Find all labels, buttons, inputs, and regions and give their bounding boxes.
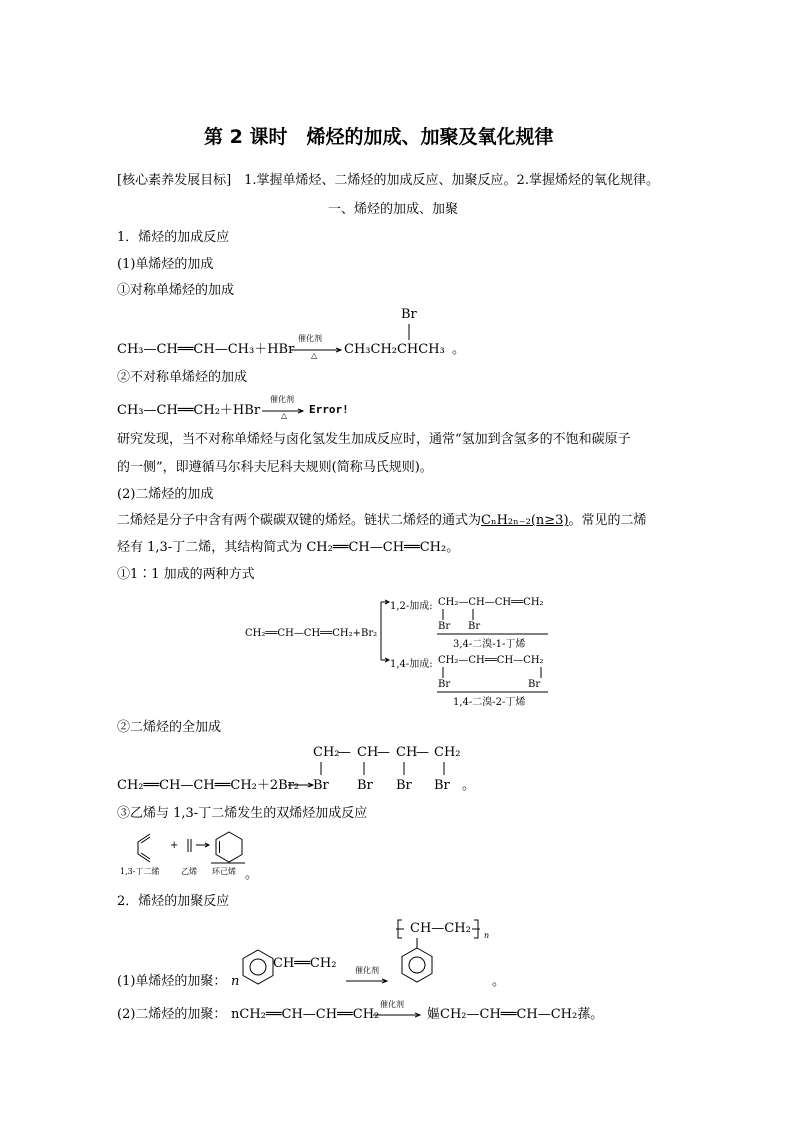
branch2-name: 1,4-二溴-2-丁烯 — [453, 697, 526, 708]
cyclohexene-name: 环己烯 — [212, 867, 236, 876]
eq3-reactants: CH₂══CH—CH══CH₂＋2Br₂ — [117, 778, 300, 793]
eq2-arrow — [262, 409, 310, 415]
poly2-label: (2)二烯烃的加聚： — [117, 1007, 227, 1022]
heading-1-1a: ①对称单烯烃的加成 — [117, 283, 235, 298]
eq3-bond-c: — — [416, 745, 429, 760]
eq1-br: Br — [401, 307, 417, 322]
poly2-right-bracket: 蓀 — [577, 1007, 591, 1022]
poly2-product-line — [427, 1006, 603, 1024]
poly1-monomer: CH══CH₂ — [273, 956, 337, 971]
eq3-br-3: Br — [396, 778, 412, 793]
eq1-arrow — [290, 348, 350, 354]
eq3-end: 。 — [462, 778, 476, 793]
poly1-catalyst: 催化剂 — [355, 966, 379, 975]
eq1-product: CH₃CH₂CHCH₃ — [344, 342, 445, 357]
heading-1-2b: ②二烯烃的全加成 — [117, 720, 222, 735]
eq3-br-4: Br — [434, 778, 450, 793]
poly1-arrow — [346, 979, 394, 985]
eq2-catalyst: 催化剂 — [270, 395, 294, 404]
eq3-br-1: Br — [313, 778, 329, 793]
heading-1-1b: ②不对称单烯烃的加成 — [117, 370, 248, 385]
general-formula: CₙH₂ₙ₋₂(n≥3) — [481, 513, 569, 528]
paragraph-2-text-b: 。常见的二烯 — [568, 513, 647, 528]
heading-1-2a: ①1∶1 加成的两种方式 — [117, 567, 255, 582]
eq3-br-2: Br — [357, 778, 373, 793]
poly2-left-bracket: 嫗 — [427, 1007, 441, 1022]
diels-arrow — [196, 843, 212, 849]
poly2-end: 。 — [590, 1007, 604, 1022]
eq2-reactants: CH₃—CH══CH₂＋HBr — [117, 403, 261, 418]
butadiene-name: 1,3-丁二烯 — [120, 867, 160, 876]
heading-1-1: (1)单烯烃的加成 — [117, 257, 214, 272]
branch1-name: 3,4-二溴-1-丁烯 — [453, 639, 526, 650]
eq3-ch2-2: CH₂ — [434, 745, 461, 760]
eq1-condition: △ — [311, 351, 318, 360]
eq1-catalyst: 催化剂 — [298, 334, 322, 343]
poly2-reactants: nCH₂══CH—CH══CH₂ — [231, 1007, 380, 1022]
eq3-bonds — [320, 762, 450, 778]
poly2-product: CH₂—CH══CH—CH₂ — [440, 1007, 578, 1022]
branch1-formula: CH₂—CH—CH══CH₂ — [438, 597, 544, 608]
eq1-reactants: CH₃—CH══CH—CH₃＋HBr — [117, 342, 295, 357]
heading-2: 2．烯烃的加聚反应 — [117, 894, 230, 909]
polystyrene-benzene-ring — [400, 938, 440, 990]
poly1-n: n — [231, 974, 240, 989]
eq3-ch-2: CH — [396, 745, 418, 760]
branch1-label: 1,2-加成: — [390, 601, 433, 612]
poly2-catalyst: 催化剂 — [380, 1000, 404, 1009]
poly2-arrow — [373, 1013, 427, 1019]
branch2-br1: Br — [438, 679, 451, 690]
ethylene-structure — [186, 838, 194, 854]
eq2-product: Error! — [309, 403, 349, 416]
branch2-label: 1,4-加成: — [390, 659, 433, 670]
styrene-benzene-ring — [238, 947, 278, 987]
butadiene-structure — [132, 830, 162, 864]
ethylene-name: 乙烯 — [181, 867, 197, 876]
heading-1: 1．烯烃的加成反应 — [117, 230, 230, 245]
paragraph-2-line-1 — [117, 512, 647, 530]
page-title: 第 2 课时 烯烃的加成、加聚及氧化规律 — [204, 126, 554, 148]
paragraph-2-line-2: 烃有 1,3-丁二烯，其结构简式为 CH₂══CH—CH══CH₂。 — [117, 540, 460, 555]
heading-1-2c: ③乙烯与 1,3-丁二烯发生的双烯烃加成反应 — [117, 806, 368, 821]
eq3-ch2-1: CH₂ — [313, 745, 340, 760]
heading-1-2: (2)二烯烃的加成 — [117, 487, 214, 502]
diene-reactant: CH₂══CH—CH══CH₂+Br₂ — [245, 628, 378, 639]
branch2-formula: CH₂—CH══CH—CH₂ — [438, 655, 544, 666]
core-objectives: [核心素养发展目标] 1.掌握单烯烃、二烯烃的加成反应、加聚反应。2.掌握烯烃的氧化规律。 — [117, 173, 659, 188]
branch2-br2: Br — [528, 679, 541, 690]
eq3-ch-1: CH — [357, 745, 379, 760]
branch1-br1: Br — [438, 621, 451, 632]
poly1-label: (1)单烯烃的加聚： — [117, 974, 227, 989]
poly1-polymer: CH—CH₂ — [410, 921, 471, 936]
diels-plus: + — [170, 840, 179, 851]
section-heading: 一、烯烃的加成、加聚 — [328, 202, 459, 217]
cyclohexene-structure — [213, 830, 245, 864]
branch1-br2: Br — [468, 621, 481, 632]
eq1-end: 。 — [452, 342, 466, 357]
eq2-condition: △ — [281, 411, 288, 420]
poly1-subscript: n — [484, 931, 490, 940]
poly1-end: 。 — [492, 974, 506, 989]
eq3-bond-a: — — [338, 745, 351, 760]
diels-end: 。 — [245, 867, 259, 882]
diene-branch-bracket — [377, 600, 391, 664]
paragraph-1-line-2: 的一侧”，即遵循马尔科夫尼科夫规则(简称马氏规则)。 — [117, 460, 433, 475]
paragraph-2-text-a: 二烯烃是分子中含有两个碳碳双键的烯烃。链状二烯烃的通式为 — [117, 513, 482, 528]
eq1-bond — [408, 324, 412, 342]
paragraph-1-line-1: 研究发现，当不对称单烯烃与卤化氢发生加成反应时，通常“氢加到含氢多的不饱和碳原子 — [117, 432, 631, 447]
eq3-bond-b: — — [377, 745, 390, 760]
